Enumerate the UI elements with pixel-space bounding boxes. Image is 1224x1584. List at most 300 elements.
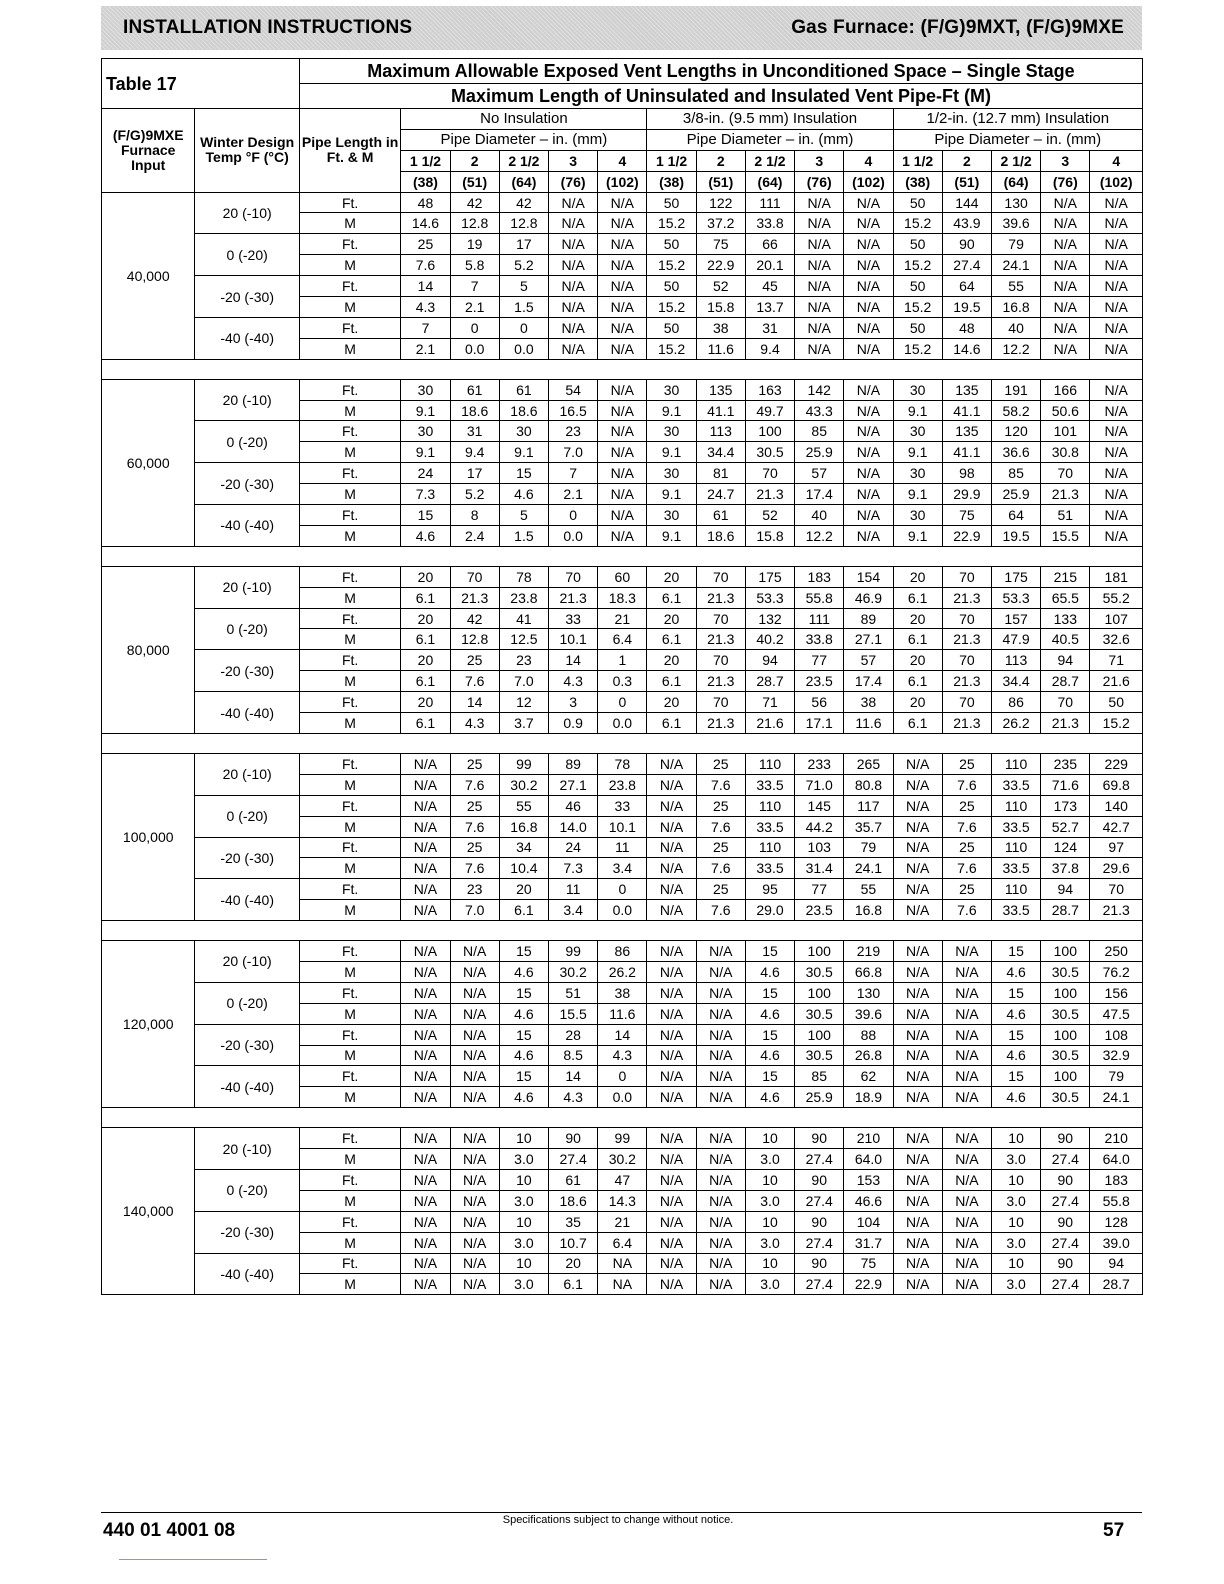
value-cell: 21 <box>598 1211 647 1232</box>
value-cell: 55 <box>844 879 893 900</box>
value-cell: 183 <box>1090 1169 1143 1190</box>
winter-temp-cell: -20 (-30) <box>195 650 299 692</box>
value-cell: 17 <box>499 234 548 255</box>
value-cell: N/A <box>696 1211 745 1232</box>
unit-cell: M <box>299 900 400 921</box>
value-cell: 64.0 <box>1090 1149 1143 1170</box>
unit-cell: M <box>299 255 400 276</box>
value-cell: N/A <box>450 1274 499 1295</box>
value-cell: 250 <box>1090 941 1143 962</box>
value-cell: N/A <box>1090 234 1143 255</box>
value-cell: N/A <box>942 941 991 962</box>
value-cell: 77 <box>795 879 844 900</box>
furnace-input-cell: 120,000 <box>102 941 195 1108</box>
value-cell: 41 <box>499 608 548 629</box>
value-cell: 20 <box>401 566 450 587</box>
value-cell: 38 <box>696 317 745 338</box>
value-cell: 41.1 <box>942 400 991 421</box>
value-cell: 6.1 <box>893 587 942 608</box>
value-cell: N/A <box>942 1274 991 1295</box>
value-cell: 45 <box>745 276 794 297</box>
value-cell: 70 <box>696 650 745 671</box>
value-cell: N/A <box>844 234 893 255</box>
value-cell: 12.5 <box>499 629 548 650</box>
value-cell: N/A <box>942 1149 991 1170</box>
value-cell: N/A <box>942 1003 991 1024</box>
value-cell: 107 <box>1090 608 1143 629</box>
value-cell: 41.1 <box>696 400 745 421</box>
value-cell: 25 <box>450 837 499 858</box>
value-cell: 100 <box>795 1024 844 1045</box>
value-cell: 39.0 <box>1090 1232 1143 1253</box>
value-cell: N/A <box>401 1045 450 1066</box>
value-cell: N/A <box>1090 297 1143 318</box>
value-cell: 100 <box>1041 1024 1090 1045</box>
value-cell: N/A <box>598 213 647 234</box>
unit-cell: Ft. <box>299 753 400 774</box>
value-cell: 30.2 <box>499 774 548 795</box>
diameter-mm-header: (38) <box>893 171 942 192</box>
value-cell: 17.1 <box>795 713 844 734</box>
table-row <box>102 463 1143 484</box>
table-row <box>102 192 1143 213</box>
pipe-diameter-header: Pipe Diameter – in. (mm) <box>893 129 1142 150</box>
value-cell: 69.8 <box>1090 774 1143 795</box>
group-spacer <box>102 546 1143 566</box>
value-cell: 12.8 <box>450 629 499 650</box>
insulation-38-header: 3/8-in. (9.5 mm) Insulation <box>647 109 893 130</box>
value-cell: 16.8 <box>991 297 1040 318</box>
value-cell: N/A <box>1090 379 1143 400</box>
group-spacer-cell <box>102 733 1143 753</box>
value-cell: 99 <box>598 1128 647 1149</box>
value-cell: N/A <box>450 1211 499 1232</box>
diameter-inch-header: 2 1/2 <box>499 150 548 171</box>
value-cell: N/A <box>647 1024 696 1045</box>
unit-cell: Ft. <box>299 1253 400 1274</box>
value-cell: 61 <box>549 1169 598 1190</box>
value-cell: 233 <box>795 753 844 774</box>
value-cell: N/A <box>893 1232 942 1253</box>
value-cell: 5.2 <box>450 484 499 505</box>
winter-temp-cell: -20 (-30) <box>195 276 299 318</box>
value-cell: N/A <box>647 1128 696 1149</box>
value-cell: 71 <box>745 692 794 713</box>
value-cell: 17.4 <box>844 671 893 692</box>
group-spacer-cell <box>102 921 1143 941</box>
winter-temp-cell: -20 (-30) <box>195 1211 299 1253</box>
winter-temp-cell: 20 (-10) <box>195 1128 299 1170</box>
unit-cell: Ft. <box>299 1128 400 1149</box>
winter-temp-header: Winter Design Temp °F (°C) <box>195 109 299 193</box>
value-cell: 33.5 <box>991 774 1040 795</box>
value-cell: 4.3 <box>549 1087 598 1108</box>
value-cell: 20 <box>401 608 450 629</box>
diameter-inch-header: 2 1/2 <box>745 150 794 171</box>
footer-note: Specifications subject to change without notice. <box>502 1514 734 1526</box>
value-cell: 3.0 <box>499 1232 548 1253</box>
value-cell: 6.1 <box>647 587 696 608</box>
value-cell: 6.4 <box>598 629 647 650</box>
furnace-input-cell: 40,000 <box>102 192 195 359</box>
furnace-input-cell: 140,000 <box>102 1128 195 1295</box>
value-cell: 229 <box>1090 753 1143 774</box>
value-cell: 6.1 <box>549 1274 598 1295</box>
value-cell: 35 <box>549 1211 598 1232</box>
value-cell: 62 <box>844 1066 893 1087</box>
value-cell: N/A <box>450 1149 499 1170</box>
value-cell: 11.6 <box>844 713 893 734</box>
value-cell: N/A <box>647 1045 696 1066</box>
value-cell: 28 <box>549 1024 598 1045</box>
value-cell: 64 <box>991 505 1040 526</box>
value-cell: 3.0 <box>745 1190 794 1211</box>
value-cell: N/A <box>401 1274 450 1295</box>
value-cell: 104 <box>844 1211 893 1232</box>
group-spacer <box>102 359 1143 379</box>
unit-cell: Ft. <box>299 421 400 442</box>
value-cell: 95 <box>745 879 794 900</box>
value-cell: N/A <box>401 982 450 1003</box>
unit-cell: M <box>299 338 400 359</box>
value-cell: 7.3 <box>401 484 450 505</box>
value-cell: N/A <box>401 1149 450 1170</box>
insulation-none-header: No Insulation <box>401 109 647 130</box>
value-cell: N/A <box>450 1128 499 1149</box>
value-cell: 6.1 <box>401 587 450 608</box>
pipe-diameter-header: Pipe Diameter – in. (mm) <box>647 129 893 150</box>
value-cell: 71 <box>1090 650 1143 671</box>
value-cell: 90 <box>1041 1253 1090 1274</box>
furnace-input-cell: 60,000 <box>102 379 195 546</box>
value-cell: 122 <box>696 192 745 213</box>
value-cell: 10 <box>991 1128 1040 1149</box>
value-cell: 34.4 <box>991 671 1040 692</box>
value-cell: 10.7 <box>549 1232 598 1253</box>
group-spacer <box>102 921 1143 941</box>
value-cell: 9.1 <box>893 525 942 546</box>
unit-cell: Ft. <box>299 1211 400 1232</box>
value-cell: N/A <box>893 1128 942 1149</box>
value-cell: 1 <box>598 650 647 671</box>
value-cell: 117 <box>844 795 893 816</box>
value-cell: 14 <box>598 1024 647 1045</box>
value-cell: N/A <box>844 463 893 484</box>
table-row <box>102 1128 1143 1149</box>
value-cell: N/A <box>1090 213 1143 234</box>
value-cell: 30.5 <box>1041 1045 1090 1066</box>
value-cell: 37.8 <box>1041 858 1090 879</box>
value-cell: 15 <box>745 941 794 962</box>
value-cell: 41.1 <box>942 442 991 463</box>
value-cell: N/A <box>549 213 598 234</box>
value-cell: 32.9 <box>1090 1045 1143 1066</box>
value-cell: 57 <box>795 463 844 484</box>
value-cell: 5 <box>499 505 548 526</box>
value-cell: 9.1 <box>647 484 696 505</box>
value-cell: 70 <box>1041 463 1090 484</box>
value-cell: 20 <box>893 566 942 587</box>
value-cell: N/A <box>844 276 893 297</box>
unit-cell: M <box>299 629 400 650</box>
value-cell: 21 <box>598 608 647 629</box>
value-cell: 4.6 <box>499 961 548 982</box>
unit-cell: M <box>299 671 400 692</box>
value-cell: N/A <box>450 941 499 962</box>
value-cell: 181 <box>1090 566 1143 587</box>
value-cell: 21.3 <box>696 671 745 692</box>
value-cell: 50 <box>647 192 696 213</box>
value-cell: 100 <box>1041 982 1090 1003</box>
value-cell: 7.0 <box>549 442 598 463</box>
group-spacer <box>102 733 1143 753</box>
value-cell: 6.1 <box>647 671 696 692</box>
value-cell: N/A <box>844 192 893 213</box>
value-cell: 30.5 <box>1041 1087 1090 1108</box>
value-cell: 124 <box>1041 837 1090 858</box>
value-cell: 21.3 <box>1041 713 1090 734</box>
value-cell: N/A <box>401 1190 450 1211</box>
footer-link-underline <box>119 1559 267 1560</box>
value-cell: N/A <box>401 753 450 774</box>
value-cell: 75 <box>696 234 745 255</box>
value-cell: N/A <box>450 1190 499 1211</box>
value-cell: 12.8 <box>499 213 548 234</box>
value-cell: 10 <box>745 1128 794 1149</box>
value-cell: 30 <box>401 379 450 400</box>
value-cell: 7 <box>401 317 450 338</box>
unit-cell: M <box>299 858 400 879</box>
value-cell: N/A <box>401 879 450 900</box>
value-cell: 27.4 <box>942 255 991 276</box>
unit-cell: Ft. <box>299 317 400 338</box>
value-cell: 153 <box>844 1169 893 1190</box>
value-cell: 9.1 <box>893 442 942 463</box>
value-cell: 9.1 <box>401 400 450 421</box>
value-cell: 17 <box>450 463 499 484</box>
value-cell: 30 <box>647 379 696 400</box>
value-cell: 27.4 <box>795 1149 844 1170</box>
value-cell: 34.4 <box>696 442 745 463</box>
value-cell: 15.2 <box>893 255 942 276</box>
value-cell: N/A <box>696 1232 745 1253</box>
value-cell: 6.1 <box>893 671 942 692</box>
table-row <box>102 1066 1143 1087</box>
value-cell: 40.2 <box>745 629 794 650</box>
value-cell: 40 <box>795 505 844 526</box>
value-cell: N/A <box>893 816 942 837</box>
value-cell: 0 <box>598 1066 647 1087</box>
value-cell: N/A <box>893 1169 942 1190</box>
value-cell: 79 <box>1090 1066 1143 1087</box>
value-cell: N/A <box>647 1087 696 1108</box>
value-cell: 48 <box>942 317 991 338</box>
value-cell: 29.9 <box>942 484 991 505</box>
value-cell: 55 <box>499 795 548 816</box>
value-cell: 7.6 <box>450 671 499 692</box>
value-cell: 21.3 <box>1090 900 1143 921</box>
value-cell: 53.3 <box>991 587 1040 608</box>
unit-cell: M <box>299 1232 400 1253</box>
value-cell: N/A <box>942 1169 991 1190</box>
value-cell: 26.2 <box>598 961 647 982</box>
pipe-length-header: Pipe Length in Ft. & M <box>299 109 400 193</box>
value-cell: N/A <box>1090 505 1143 526</box>
value-cell: 18.6 <box>499 400 548 421</box>
value-cell: 215 <box>1041 566 1090 587</box>
value-cell: 85 <box>795 421 844 442</box>
table-row <box>102 753 1143 774</box>
value-cell: N/A <box>893 982 942 1003</box>
table-row <box>102 379 1143 400</box>
value-cell: 70 <box>696 692 745 713</box>
group-spacer-cell <box>102 359 1143 379</box>
value-cell: 28.7 <box>1090 1274 1143 1295</box>
value-cell: N/A <box>844 525 893 546</box>
value-cell: 51 <box>549 982 598 1003</box>
value-cell: N/A <box>598 317 647 338</box>
value-cell: N/A <box>844 338 893 359</box>
value-cell: 90 <box>795 1253 844 1274</box>
value-cell: 15 <box>991 941 1040 962</box>
value-cell: 54 <box>549 379 598 400</box>
value-cell: NA <box>598 1253 647 1274</box>
value-cell: N/A <box>1090 484 1143 505</box>
value-cell: N/A <box>1041 234 1090 255</box>
value-cell: 61 <box>499 379 548 400</box>
diameter-inch-header: 2 <box>942 150 991 171</box>
value-cell: 4.6 <box>499 484 548 505</box>
diameter-inch-header: 1 1/2 <box>893 150 942 171</box>
table-row <box>102 879 1143 900</box>
winter-temp-cell: 20 (-10) <box>195 566 299 608</box>
value-cell: N/A <box>1090 400 1143 421</box>
value-cell: 100 <box>1041 941 1090 962</box>
value-cell: 15 <box>991 982 1040 1003</box>
value-cell: N/A <box>893 1045 942 1066</box>
value-cell: N/A <box>795 317 844 338</box>
value-cell: 4.6 <box>745 961 794 982</box>
value-cell: 15.2 <box>893 213 942 234</box>
value-cell: 13.7 <box>745 297 794 318</box>
unit-cell: M <box>299 961 400 982</box>
value-cell: N/A <box>893 795 942 816</box>
value-cell: 175 <box>745 566 794 587</box>
value-cell: 219 <box>844 941 893 962</box>
value-cell: 135 <box>696 379 745 400</box>
table-row <box>102 234 1143 255</box>
unit-cell: Ft. <box>299 566 400 587</box>
value-cell: N/A <box>549 192 598 213</box>
value-cell: 20 <box>893 692 942 713</box>
value-cell: 38 <box>598 982 647 1003</box>
value-cell: 25 <box>942 753 991 774</box>
unit-cell: Ft. <box>299 837 400 858</box>
value-cell: 20.1 <box>745 255 794 276</box>
value-cell: 7.6 <box>450 816 499 837</box>
value-cell: N/A <box>647 1149 696 1170</box>
winter-temp-cell: 0 (-20) <box>195 1169 299 1211</box>
value-cell: 31.4 <box>795 858 844 879</box>
winter-temp-cell: 0 (-20) <box>195 982 299 1024</box>
value-cell: 75 <box>844 1253 893 1274</box>
value-cell: 70 <box>745 463 794 484</box>
value-cell: 23.8 <box>499 587 548 608</box>
value-cell: 55 <box>991 276 1040 297</box>
value-cell: 14 <box>549 650 598 671</box>
value-cell: N/A <box>795 276 844 297</box>
value-cell: N/A <box>450 982 499 1003</box>
value-cell: N/A <box>893 879 942 900</box>
value-cell: 21.3 <box>696 713 745 734</box>
value-cell: 10 <box>745 1211 794 1232</box>
value-cell: N/A <box>598 192 647 213</box>
value-cell: 57 <box>844 650 893 671</box>
value-cell: 3.0 <box>991 1232 1040 1253</box>
value-cell: 24.1 <box>1090 1087 1143 1108</box>
value-cell: 33.5 <box>745 858 794 879</box>
value-cell: 14 <box>549 1066 598 1087</box>
value-cell: 135 <box>942 379 991 400</box>
value-cell: 21.3 <box>942 587 991 608</box>
value-cell: 52 <box>696 276 745 297</box>
value-cell: 11.6 <box>696 338 745 359</box>
value-cell: 21.3 <box>745 484 794 505</box>
unit-cell: Ft. <box>299 1066 400 1087</box>
value-cell: 4.6 <box>991 1045 1040 1066</box>
value-cell: 99 <box>499 753 548 774</box>
value-cell: 27.1 <box>549 774 598 795</box>
value-cell: 10 <box>499 1253 548 1274</box>
value-cell: 27.4 <box>795 1232 844 1253</box>
diameter-inch-header: 3 <box>549 150 598 171</box>
table-row <box>102 1211 1143 1232</box>
diameter-mm-header: (64) <box>991 171 1040 192</box>
unit-cell: Ft. <box>299 379 400 400</box>
unit-cell: Ft. <box>299 276 400 297</box>
value-cell: 18.6 <box>450 400 499 421</box>
value-cell: 1.5 <box>499 525 548 546</box>
value-cell: 15.2 <box>893 338 942 359</box>
value-cell: N/A <box>401 1253 450 1274</box>
value-cell: 70 <box>696 608 745 629</box>
value-cell: N/A <box>893 1190 942 1211</box>
value-cell: 25 <box>401 234 450 255</box>
table-row <box>102 692 1143 713</box>
value-cell: 3.0 <box>991 1149 1040 1170</box>
value-cell: 56 <box>795 692 844 713</box>
value-cell: 39.6 <box>991 213 1040 234</box>
value-cell: N/A <box>795 213 844 234</box>
value-cell: 3.0 <box>745 1149 794 1170</box>
value-cell: 9.1 <box>893 484 942 505</box>
value-cell: 10 <box>499 1169 548 1190</box>
value-cell: 30.2 <box>598 1149 647 1170</box>
unit-cell: M <box>299 484 400 505</box>
value-cell: 23 <box>549 421 598 442</box>
unit-cell: M <box>299 1274 400 1295</box>
value-cell: 76.2 <box>1090 961 1143 982</box>
unit-cell: Ft. <box>299 505 400 526</box>
value-cell: N/A <box>647 1232 696 1253</box>
value-cell: 47.5 <box>1090 1003 1143 1024</box>
value-cell: 144 <box>942 192 991 213</box>
value-cell: N/A <box>647 879 696 900</box>
value-cell: 20 <box>401 692 450 713</box>
value-cell: 33.5 <box>991 816 1040 837</box>
value-cell: 30.5 <box>1041 961 1090 982</box>
value-cell: N/A <box>1041 317 1090 338</box>
